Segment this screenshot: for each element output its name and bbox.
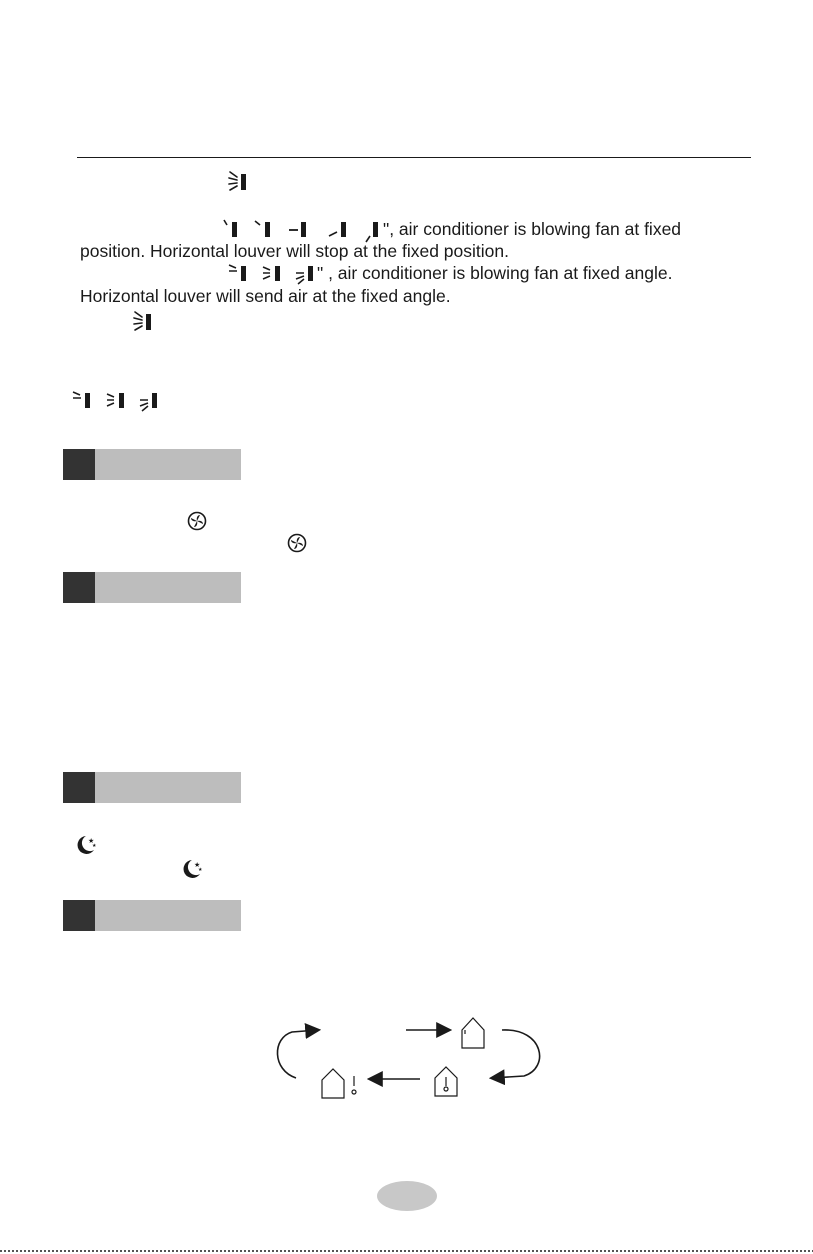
section-title-band	[95, 572, 241, 603]
section-header-bar	[63, 449, 241, 480]
svg-text:★: ★	[92, 843, 97, 849]
swing-fixed-angle-text: " , air conditioner is blowing fan at fixed angle.	[317, 263, 673, 283]
section-title-band	[95, 449, 241, 480]
louver-angle-3-icon	[138, 389, 162, 413]
sleep-moon-icon	[74, 834, 98, 856]
svg-text:★: ★	[198, 867, 203, 873]
svg-text:★: ★	[194, 861, 201, 869]
louver-angle-1-icon	[227, 262, 251, 284]
swing-fixed-position-text: ", air conditioner is blowing fan at fixed	[383, 219, 682, 239]
louver-angle-2-icon	[261, 262, 285, 284]
louver-position-1-icon	[222, 218, 242, 240]
section-title-band	[95, 772, 241, 803]
fan-icon	[187, 511, 207, 531]
swing-fixed-position-cont: position. Horizontal louver will stop at the fixed position.	[80, 241, 509, 261]
section-marker	[63, 572, 95, 603]
louver-position-3-icon	[288, 218, 312, 240]
section-marker	[63, 900, 95, 931]
page-number-badge	[377, 1181, 437, 1211]
louver-position-2-icon	[253, 218, 275, 240]
section-marker	[63, 772, 95, 803]
louver-position-4-icon	[327, 218, 351, 240]
page-bottom-edge	[0, 1250, 813, 1252]
header-rule	[77, 157, 751, 158]
louver-angle-3-icon	[294, 262, 318, 286]
house-icon	[462, 1018, 484, 1048]
swing-louver-icon	[227, 170, 249, 194]
section-marker	[63, 449, 95, 480]
section-title-band	[95, 900, 241, 931]
swing-louver-icon	[132, 310, 154, 334]
louver-angle-2-icon	[105, 389, 129, 411]
section-header-bar	[63, 772, 241, 803]
section-header-bar	[63, 572, 241, 603]
louver-angle-1-icon	[71, 389, 95, 411]
section-header-bar	[63, 900, 241, 931]
sleep-moon-icon	[180, 858, 204, 880]
fan-icon	[287, 533, 307, 553]
mode-cycle-diagram	[262, 1010, 562, 1110]
swing-fixed-angle-cont: Horizontal louver will send air at the fixed angle.	[80, 286, 451, 306]
svg-text:★: ★	[88, 837, 95, 845]
